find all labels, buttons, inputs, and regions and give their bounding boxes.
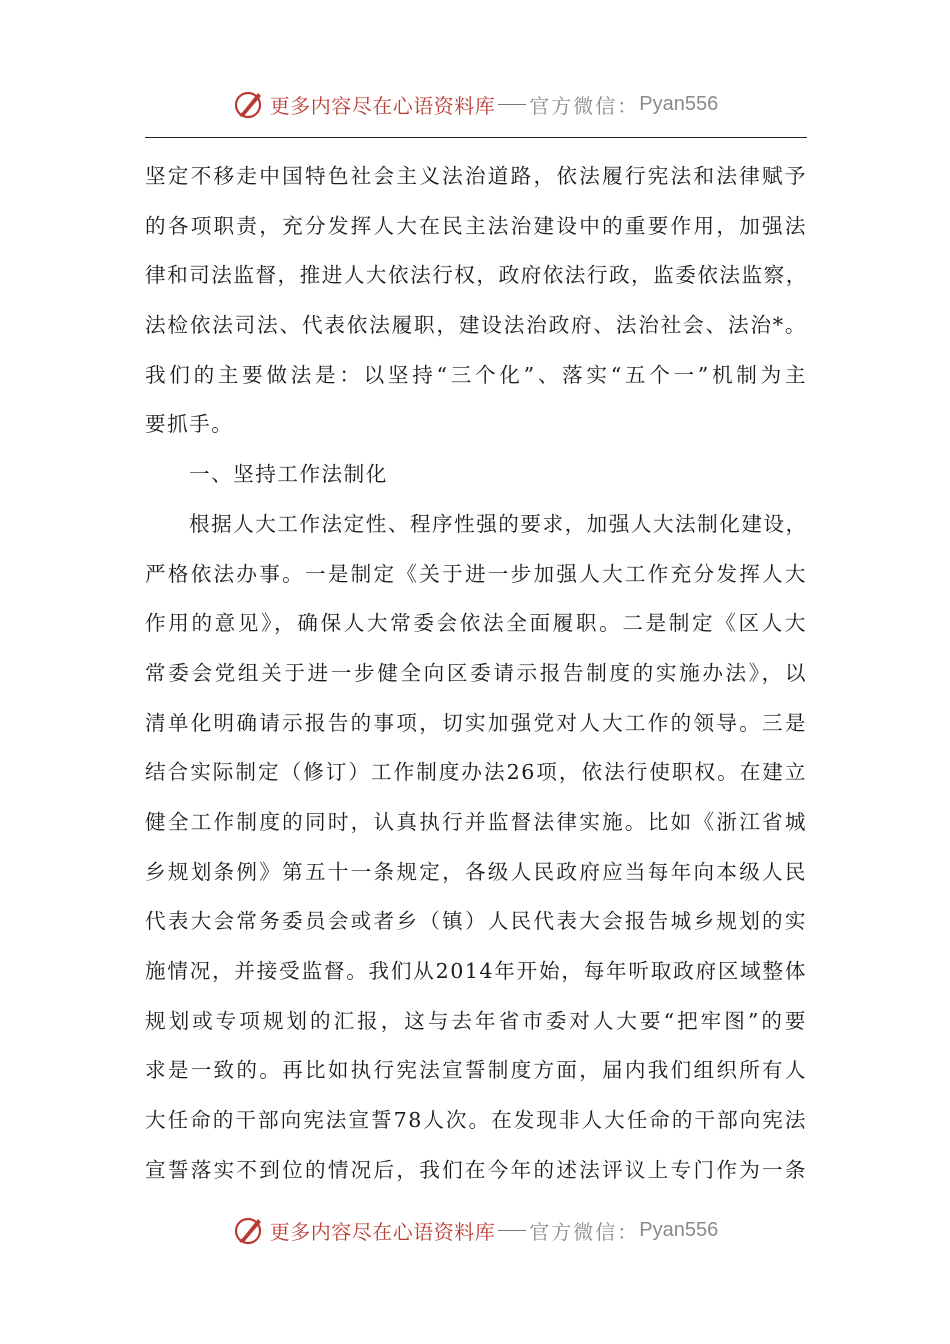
text-line: 律和司法监督，推进人大依法行权，政府依法行政，监委依法监察， xyxy=(145,263,808,288)
text-line: 清单化明确请示报告的事项，切实加强党对人大工作的领导。三是 xyxy=(145,710,807,735)
header-dash xyxy=(498,104,526,105)
text-line: 规划或专项规划的汇报，这与去年省市委对人大要“把牢图”的要 xyxy=(145,1008,807,1033)
footer-brand-text: 更多内容尽在心语资料库 xyxy=(269,1219,496,1244)
section-heading: 一、坚持工作法制化 xyxy=(189,462,388,487)
quill-logo-icon xyxy=(232,1213,266,1247)
text-line: 要抓手。 xyxy=(145,412,234,437)
header-watermark-banner xyxy=(0,84,950,124)
text-line: 乡规划条例》第五十一条规定，各级人民政府应当每年向本级人民 xyxy=(145,859,807,884)
text-line: 坚定不移走中国特色社会主义法治道路，依法履行宪法和法律赋予 xyxy=(145,164,807,188)
header-brand-text: 更多内容尽在心语资料库 xyxy=(269,93,496,118)
text-line: 我们的主要做法是：以坚持“三个化”、落实“五个一”机制为主 xyxy=(145,362,807,387)
header-official-label: 官方微信： xyxy=(529,93,640,118)
quill-logo-icon xyxy=(232,87,266,121)
footer-official-label: 官方微信： xyxy=(529,1219,640,1244)
text-line: 求是一致的。再比如执行宪法宣誓制度方面，届内我们组织所有人 xyxy=(145,1058,807,1083)
footer-dash xyxy=(498,1230,526,1231)
text-line: 结合实际制定（修订）工作制度办法26项，依法行使职权。在建立 xyxy=(145,760,807,785)
text-line: 常委会党组关于进一步健全向区委请示报告制度的实施办法》，以 xyxy=(145,660,807,685)
text-line: 施情况，并接受监督。我们从2014年开始，每年听取政府区域整体 xyxy=(145,959,807,983)
header-wechat-id: Pyan556 xyxy=(639,92,719,115)
footer-watermark-banner xyxy=(0,1210,950,1250)
text-line: 健全工作制度的同时，认真执行并监督法律实施。比如《浙江省城 xyxy=(145,809,807,834)
text-line: 大任命的干部向宪法宣誓78人次。在发现非人大任命的干部向宪法 xyxy=(145,1108,807,1133)
text-line: 法检依法司法、代表依法履职，建设法治政府、法治社会、法治*。 xyxy=(145,313,807,338)
text-line: 作用的意见》，确保人大常委会依法全面履职。二是制定《区人大 xyxy=(145,611,807,636)
text-line: 根据人大工作法定性、程序性强的要求，加强人大法制化建设， xyxy=(189,511,808,536)
text-line: 严格依法办事。一是制定《关于进一步加强人大工作充分发挥人大 xyxy=(145,561,807,586)
text-line: 代表大会常务委员会或者乡（镇）人民代表大会报告城乡规划的实 xyxy=(145,909,807,934)
text-line: 宣誓落实不到位的情况后，我们在今年的述法评议上专门作为一条 xyxy=(145,1157,807,1182)
text-line: 的各项职责，充分发挥人大在民主法治建设中的重要作用，加强法 xyxy=(145,213,807,238)
header-rule xyxy=(145,137,807,138)
footer-wechat-id: Pyan556 xyxy=(639,1218,719,1241)
document-body xyxy=(145,152,807,1195)
